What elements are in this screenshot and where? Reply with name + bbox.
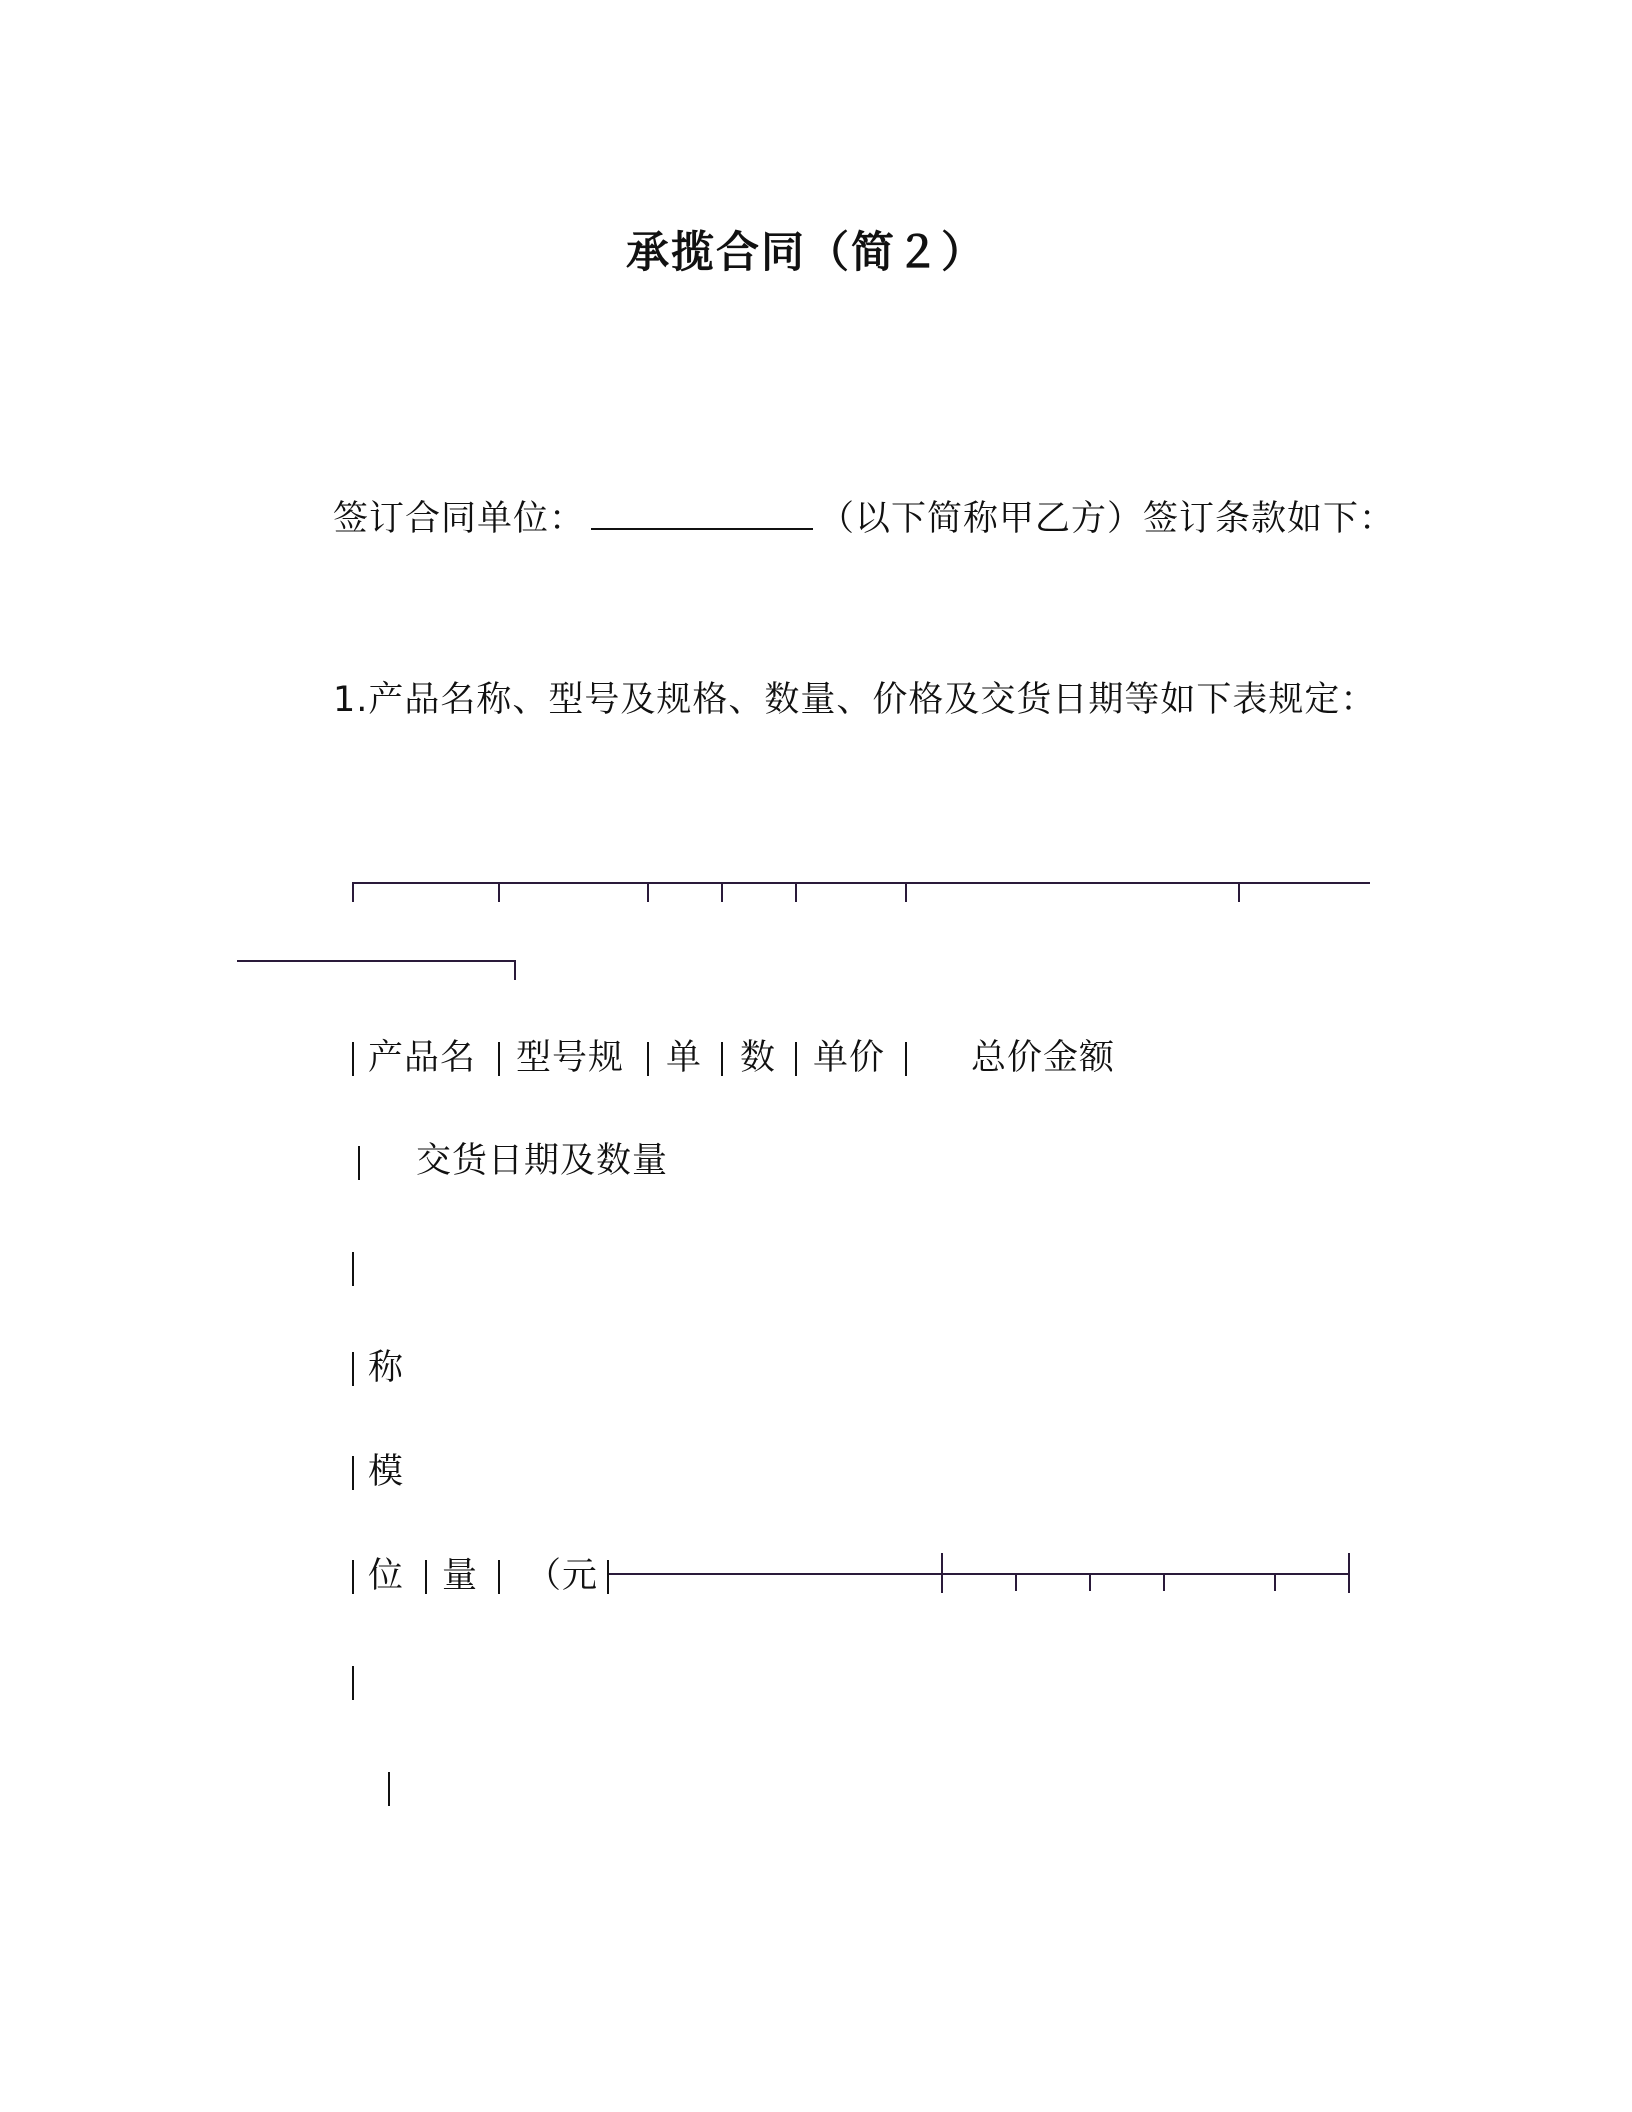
intro-suffix: （以下简称甲乙方）签订条款如下： [819, 499, 1396, 539]
header-delivery: 交货日期及数量 [416, 1141, 669, 1181]
document-title: 承揽合同（简２） [626, 228, 986, 278]
table-row-divider [352, 1666, 354, 1700]
header-product-name: 产品名 [368, 1038, 477, 1078]
table-row-divider [352, 1252, 354, 1286]
header-unit-price: 单价 [813, 1038, 886, 1078]
header-unit: 单 [666, 1038, 703, 1078]
clause-1: 1.产品名称、型号及规格、数量、价格及交货日期等如下表规定： [333, 680, 1377, 720]
contract-parties-blank[interactable] [591, 498, 813, 530]
header-total-amount: 总价金额 [971, 1038, 1116, 1078]
cell-currency: （元 [526, 1556, 599, 1596]
table-row-divider [388, 1772, 390, 1806]
header-quantity: 数 [740, 1038, 777, 1078]
cell-spec-cont: 模 [368, 1452, 405, 1492]
cell-name-cont: 称 [368, 1348, 405, 1388]
intro-line [333, 498, 1395, 539]
header-model-spec: 型号规 [516, 1038, 625, 1078]
cell-quantity-cont: 量 [442, 1556, 479, 1596]
cell-unit-cont: 位 [368, 1556, 405, 1596]
contract-parties-label: 签订合同单位： [333, 499, 586, 539]
